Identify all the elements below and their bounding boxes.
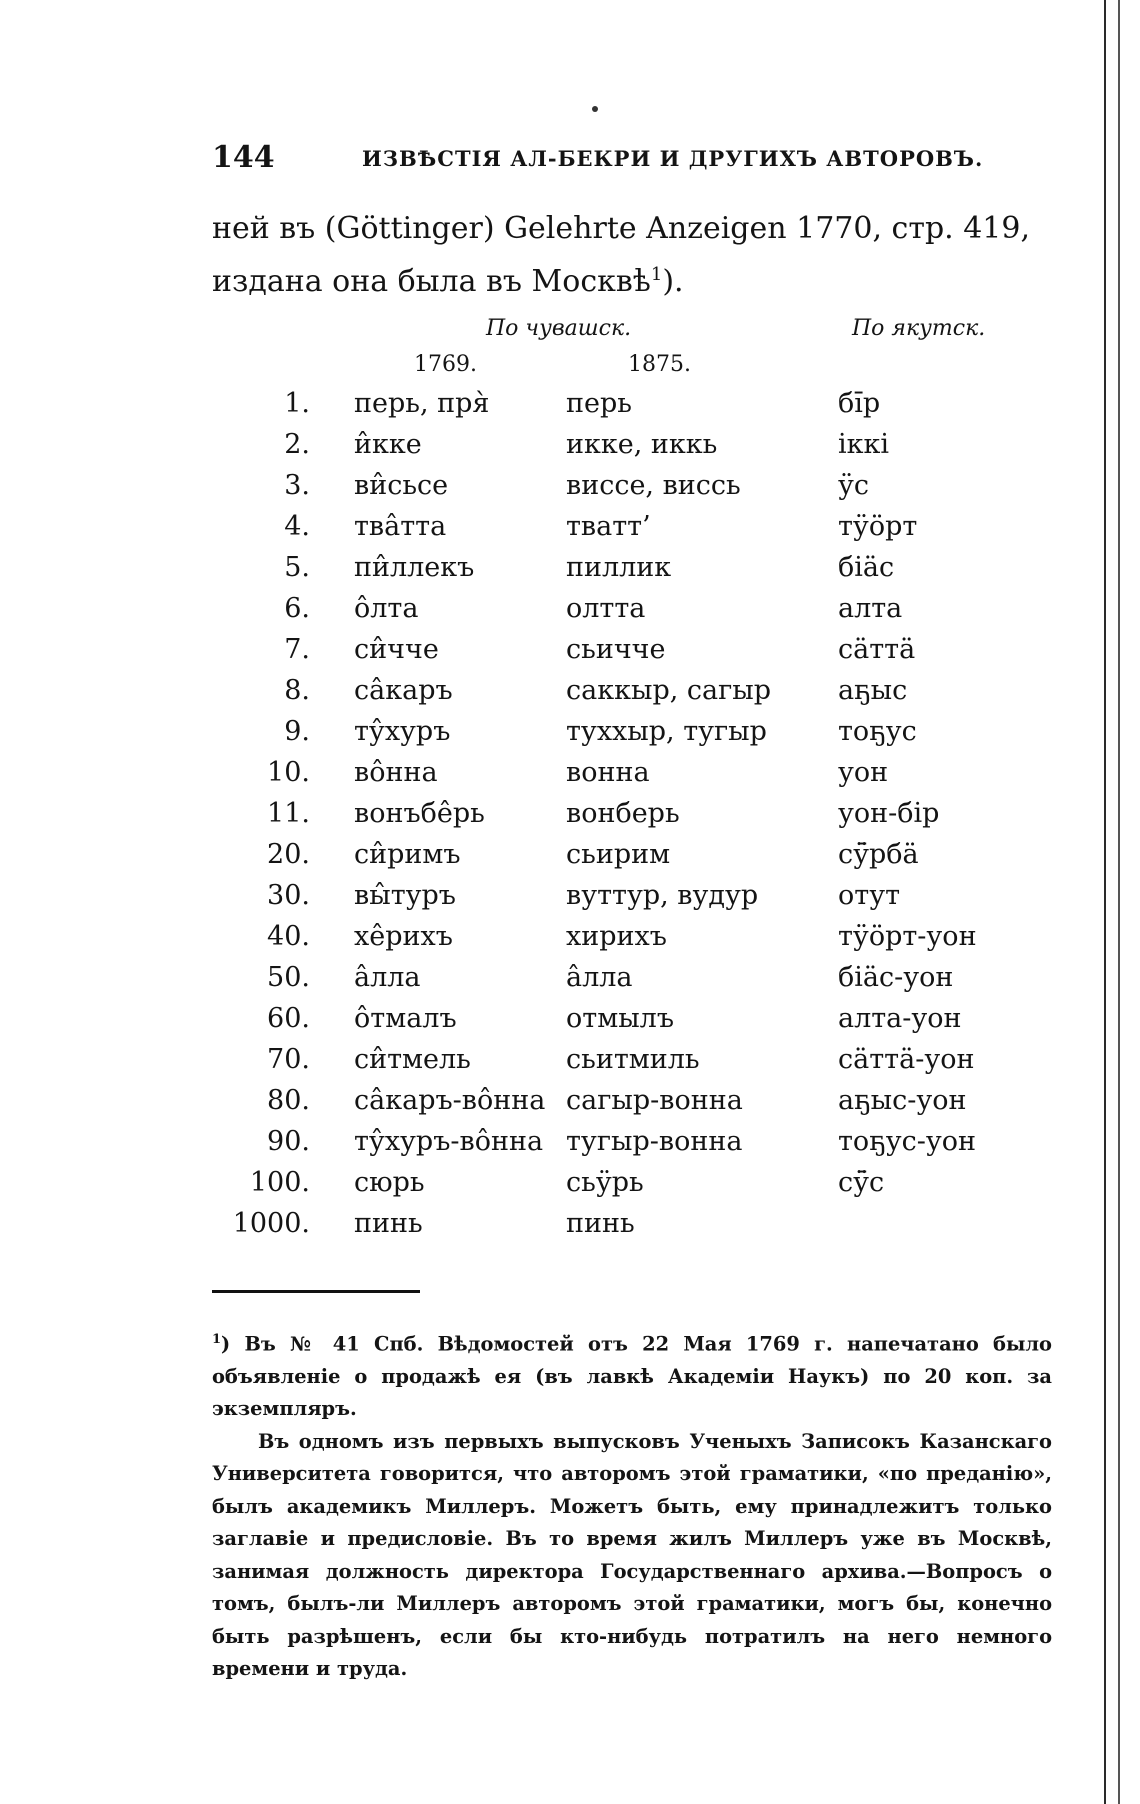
page-edge-line: [1104, 0, 1106, 1804]
lead-paragraph: [212, 206, 1062, 305]
yakut-word: аҕыс-уон: [838, 1085, 967, 1116]
running-title: ИЗВѢСТІЯ АЛ-БЕКРИ И ДРУГИХЪ АВТОРОВЪ.: [362, 146, 984, 171]
table-row: [0, 1126, 1100, 1167]
chuvash-1875-word: сьитмиль: [566, 1044, 700, 1075]
yakut-word: уон-бір: [838, 798, 940, 829]
chuvash-header: По чувашск.: [486, 316, 632, 341]
footnote-2: Въ одномъ изъ первыхъ выпусковъ Ученыхъ Записокъ Казанскаго Университета говорится, что авторомъ этой граматики, «по преданію», былъ академикъ Миллеръ. Можетъ быть, ему принадлежитъ только заглавіе и предисловіе. Въ то время жилъ Миллеръ уже въ Москвѣ, занимая должность директора Государственнаго архива.—Вопросъ о томъ, былъ-ли Миллеръ авторомъ этой граматики, могъ бы, конечно быть разрѣшенъ, если бы кто-нибудь потратилъ на него немного времени и труда.: [212, 1429, 1052, 1681]
chuvash-1875-word: виссе, виссь: [566, 470, 741, 501]
yakut-word: сӱ̄с: [838, 1167, 885, 1198]
yakut-header: По якутск.: [852, 316, 986, 341]
yakut-word: тӱӧрт: [838, 511, 918, 542]
yakut-word: сäттä: [838, 634, 916, 665]
footnote-ref: 1: [650, 264, 663, 285]
yakut-word: сӱ̄рбä: [838, 839, 919, 870]
table-row: [0, 388, 1100, 429]
table-row: [0, 962, 1100, 1003]
page-edge-line: [1118, 0, 1120, 1804]
row-number: 8.: [284, 675, 310, 706]
yakut-word: алта-уон: [838, 1003, 962, 1034]
chuvash-1875-word: тугыр-вонна: [566, 1126, 743, 1157]
row-number: 100.: [249, 1167, 310, 1198]
table-row: [0, 593, 1100, 634]
yakut-word: тоҕус-уон: [838, 1126, 977, 1157]
chuvash-1769-word: са̂каръ-во̂нна: [354, 1085, 546, 1116]
yakut-word: іккі: [838, 429, 890, 460]
yakut-word: бі̄р: [838, 388, 881, 419]
chuvash-1875-word: вонберь: [566, 798, 680, 829]
table-row: [0, 470, 1100, 511]
chuvash-1875-word: вуттур, вудур: [566, 880, 759, 911]
footnote-1-text: ) Въ № 41 Спб. Вѣдомостей отъ 22 Мая 1769 г. напечатано было объявленіе о продажѣ ея (въ лавкѣ Академіи Наукъ) по 20 коп. за экземпляръ.: [212, 1332, 1052, 1421]
row-number: 90.: [267, 1126, 310, 1157]
chuvash-1875-word: вонна: [566, 757, 650, 788]
footnotes: [212, 1324, 1052, 1686]
chuvash-1875-word: туххыр, тугыр: [566, 716, 767, 747]
row-number: 1000.: [232, 1208, 310, 1239]
chuvash-1875-word: икке, иккь: [566, 429, 718, 460]
table-row: [0, 839, 1100, 880]
row-number: 11.: [267, 798, 310, 829]
print-speck: [592, 106, 598, 112]
chuvash-1875-word: сагыр-вонна: [566, 1085, 743, 1116]
row-number: 4.: [284, 511, 310, 542]
chuvash-1769-word: о̂тмалъ: [354, 1003, 457, 1034]
footnote-marker: 1: [212, 1332, 222, 1347]
footnote-1: [212, 1324, 1052, 1426]
table-row: [0, 880, 1100, 921]
chuvash-1769-word: и̂кке: [354, 429, 422, 460]
row-number: 2.: [284, 429, 310, 460]
chuvash-1875-word: пинь: [566, 1208, 635, 1239]
chuvash-1769-word: ту̂хуръ: [354, 716, 451, 747]
chuvash-1769-word: а̂лла: [354, 962, 421, 993]
row-number: 1.: [284, 388, 310, 419]
table-row: [0, 921, 1100, 962]
row-number: 10.: [267, 757, 310, 788]
chuvash-1769-word: ту̂хуръ-во̂нна: [354, 1126, 544, 1157]
table-row: [0, 1003, 1100, 1044]
chuvash-1769-word: сюрь: [354, 1167, 425, 1198]
year-1875-header: 1875.: [628, 352, 691, 377]
chuvash-1769-word: си̂римъ: [354, 839, 461, 870]
yakut-word: аҕыс: [838, 675, 908, 706]
chuvash-1769-word: вонъбе̂рь: [354, 798, 485, 829]
yakut-word: біäс-уон: [838, 962, 954, 993]
row-number: 3.: [284, 470, 310, 501]
chuvash-1875-word: пиллик: [566, 552, 672, 583]
chuvash-1875-word: тватт’: [566, 511, 651, 542]
chuvash-1769-word: о̂лта: [354, 593, 419, 624]
year-1769-header: 1769.: [414, 352, 477, 377]
row-number: 7.: [284, 634, 310, 665]
chuvash-1769-word: ви̂сьсе: [354, 470, 449, 501]
chuvash-1769-word: во̂нна: [354, 757, 438, 788]
lead-tail: ).: [662, 264, 684, 299]
table-row: [0, 1208, 1100, 1249]
row-number: 6.: [284, 593, 310, 624]
yakut-word: алта: [838, 593, 903, 624]
table-row: [0, 1044, 1100, 1085]
chuvash-1769-word: тва̂тта: [354, 511, 447, 542]
table-row: [0, 1167, 1100, 1208]
lead-text: ней въ (Göttinger) Gelehrte Anzeigen 1770, стр. 419, издана она была въ Москвѣ: [212, 211, 1031, 299]
table-row: [0, 1085, 1100, 1126]
chuvash-1875-word: отмылъ: [566, 1003, 675, 1034]
chuvash-1769-word: си̂чче: [354, 634, 439, 665]
table-row: [0, 552, 1100, 593]
chuvash-1875-word: перь: [566, 388, 632, 419]
chuvash-1875-word: сьичче: [566, 634, 666, 665]
row-number: 30.: [267, 880, 310, 911]
yakut-word: отут: [838, 880, 901, 911]
table-row: [0, 716, 1100, 757]
chuvash-1769-word: си̂тмель: [354, 1044, 471, 1075]
footnote-rule: [212, 1290, 420, 1293]
chuvash-1875-word: а̂лла: [566, 962, 633, 993]
row-number: 70.: [267, 1044, 310, 1075]
row-number: 60.: [267, 1003, 310, 1034]
row-number: 5.: [284, 552, 310, 583]
chuvash-1875-word: сьӱрь: [566, 1167, 644, 1198]
chuvash-1875-word: сьирим: [566, 839, 671, 870]
table-row: [0, 757, 1100, 798]
row-number: 50.: [267, 962, 310, 993]
table-row: [0, 675, 1100, 716]
row-number: 40.: [267, 921, 310, 952]
chuvash-1875-word: саккыр, сагыр: [566, 675, 772, 706]
page-number: 144: [212, 140, 275, 175]
yakut-word: тӱӧрт-уон: [838, 921, 977, 952]
table-row: [0, 634, 1100, 675]
chuvash-1769-word: пи̂ллекъ: [354, 552, 475, 583]
chuvash-1769-word: вы̂туръ: [354, 880, 456, 911]
yakut-word: біäс: [838, 552, 895, 583]
yakut-word: сäттä-уон: [838, 1044, 975, 1075]
row-number: 20.: [267, 839, 310, 870]
yakut-word: уон: [838, 757, 889, 788]
chuvash-1769-word: пинь: [354, 1208, 423, 1239]
row-number: 80.: [267, 1085, 310, 1116]
table-row: [0, 798, 1100, 839]
page-header: [212, 140, 1052, 180]
yakut-word: ӱс: [838, 470, 870, 501]
chuvash-1769-word: са̂каръ: [354, 675, 453, 706]
chuvash-1769-word: перь, пря̀: [354, 388, 490, 419]
chuvash-1875-word: хирихъ: [566, 921, 667, 952]
yakut-word: тоҕус: [838, 716, 917, 747]
table-row: [0, 511, 1100, 552]
chuvash-1769-word: хе̂рихъ: [354, 921, 453, 952]
table-row: [0, 429, 1100, 470]
chuvash-1875-word: олтта: [566, 593, 646, 624]
row-number: 9.: [284, 716, 310, 747]
